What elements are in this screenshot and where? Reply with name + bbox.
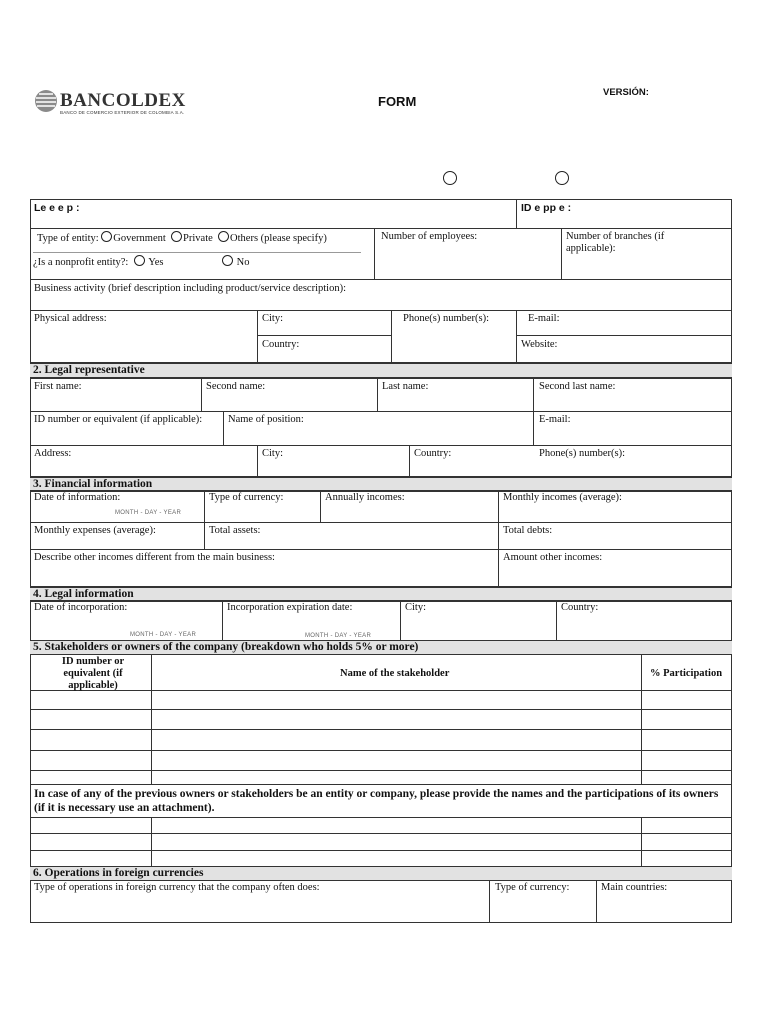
physical-address-label: Physical address:: [34, 313, 107, 324]
activity-label: Business activity (brief description including product/service description):: [34, 283, 347, 294]
phone-label: Phone(s) number(s):: [403, 313, 490, 324]
expiration-date-hint: MONTH - DAY - YEAR: [305, 633, 372, 639]
rep-id-label: ID number or equivalent (if applicable):: [34, 414, 203, 425]
date-info-hint: MONTH - DAY - YEAR: [115, 510, 182, 516]
section6-title: 6. Operations in foreign currencies: [33, 867, 204, 879]
rep-phone-label: Phone(s) number(s):: [539, 448, 626, 459]
incorporation-date-label: Date of incorporation:: [34, 602, 128, 613]
second-last-name-label: Second last name:: [539, 381, 616, 392]
section5-header: [30, 640, 732, 655]
last-name-label: Last name:: [382, 381, 429, 392]
no-radio[interactable]: [222, 255, 233, 266]
yes-radio[interactable]: [134, 255, 145, 266]
city-label: City:: [262, 313, 284, 324]
others-label: Others (please specify): [230, 233, 327, 244]
website-label: Website:: [521, 339, 558, 350]
brand-subtitle: BANCO DE COMERCIO EXTERIOR DE COLOMBIA S.A.: [60, 110, 185, 115]
form-title: FORM: [378, 94, 417, 109]
section3-frame: [30, 490, 732, 587]
date-info-label: Date of information:: [34, 492, 121, 503]
section2-frame: [30, 378, 732, 477]
government-label: Government: [113, 233, 166, 244]
monthly-expenses-label: Monthly expenses (average):: [34, 525, 156, 536]
email-label: E-mail:: [528, 313, 560, 324]
col-name-header: Name of the stakeholder: [340, 668, 450, 679]
government-radio[interactable]: [101, 231, 112, 242]
nonprofit-row: [33, 255, 164, 269]
rep-country-label: Country:: [414, 448, 452, 459]
main-countries-label: Main countries:: [601, 882, 668, 893]
rep-email-label: E-mail:: [539, 414, 571, 425]
position-label: Name of position:: [228, 414, 304, 425]
monthly-incomes-label: Monthly incomes (average):: [503, 492, 622, 503]
section3-title: 3. Financial information: [33, 478, 153, 490]
entity-type-row: [37, 231, 327, 245]
top-radio-1[interactable]: [443, 171, 457, 185]
section2-title: 2. Legal representative: [33, 364, 145, 376]
ops-label: Type of operations in foreign currency that the company often does:: [34, 882, 320, 893]
entity-type-label: Type of entity:: [37, 233, 99, 244]
no-option: [222, 255, 249, 269]
version-label: VERSIÓN:: [603, 87, 649, 98]
brand-name: BANCOLDEX: [60, 90, 186, 111]
section5-frame: [30, 654, 732, 867]
second-name-label: Second name:: [206, 381, 266, 392]
incorporation-date-hint: MONTH - DAY - YEAR: [130, 632, 197, 638]
expiration-date-label: Incorporation expiration date:: [227, 602, 353, 613]
first-name-label: First name:: [34, 381, 82, 392]
other-incomes-label: Describe other incomes different from the main business:: [34, 552, 275, 563]
country-label: Country:: [262, 339, 300, 350]
employees-label: Number of employees:: [381, 231, 478, 242]
others-radio[interactable]: [218, 231, 229, 242]
legal-country-label: Country:: [561, 602, 599, 613]
id-label: ID e pp e :: [521, 202, 572, 214]
col-id-header: ID number or equivalent (if applicable): [61, 656, 125, 691]
globe-icon: [34, 88, 60, 116]
yes-label: Yes: [148, 257, 164, 268]
bancoldex-logo: [34, 88, 204, 120]
currency-label: Type of currency:: [209, 492, 284, 503]
total-assets-label: Total assets:: [209, 525, 261, 536]
no-label: No: [236, 257, 250, 268]
legal-city-label: City:: [405, 602, 427, 613]
section4-title: 4. Legal information: [33, 588, 134, 600]
top-radio-2[interactable]: [555, 171, 569, 185]
owners-note: In case of any of the previous owners or stakeholders be an entity or company, please provide the names and the participations of its owners (if it is necessary use an attachment).: [34, 788, 719, 814]
section6-header: [30, 866, 732, 881]
section1-frame: [30, 199, 732, 363]
private-radio[interactable]: [171, 231, 182, 242]
amount-other-label: Amount other incomes:: [503, 552, 603, 563]
col-pct-header: % Participation: [650, 668, 723, 679]
total-debts-label: Total debts:: [503, 525, 553, 536]
section5-title: 5. Stakeholders or owners of the company (breakdown who holds 5% or more): [33, 641, 419, 653]
section2-header: [30, 363, 732, 378]
branches-label: Number of branches (if applicable):: [566, 231, 665, 254]
nonprofit-label: ¿Is a nonprofit entity?:: [33, 257, 129, 268]
ops-currency-label: Type of currency:: [495, 882, 570, 893]
rep-address-label: Address:: [34, 448, 72, 459]
private-label: Private: [183, 233, 213, 244]
rep-city-label: City:: [262, 448, 284, 459]
annual-incomes-label: Annually incomes:: [325, 492, 405, 503]
legal-name-label: Le e e p :: [34, 202, 80, 214]
